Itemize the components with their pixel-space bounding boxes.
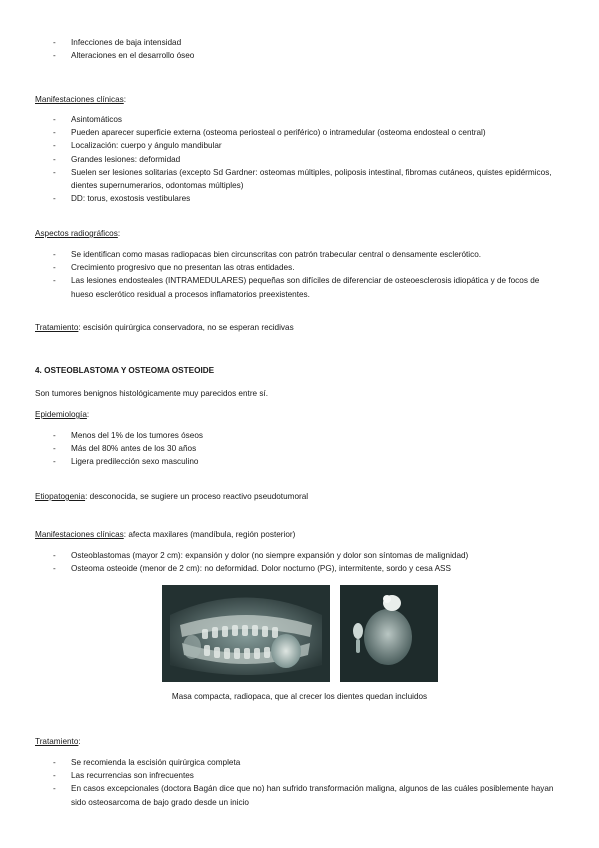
list-item: - Osteoblastomas (mayor 2 cm): expansión y dolor (no siempre expansión y dolor son síntomas de malignidad) (0, 549, 599, 562)
list-item: - Crecimiento progresivo que no presentan las otras entidades. (0, 261, 599, 274)
list-item: - Las recurrencias son infrecuentes (0, 769, 599, 782)
manif-block (0, 113, 599, 205)
top-list-block (0, 36, 599, 62)
manif-title: Manifestaciones clínicas (35, 95, 124, 104)
trat2-list (0, 756, 599, 809)
trat1-line: Tratamiento: escisión quirúrgica conservadora, no se esperan recidivas (35, 323, 294, 332)
section4-intro: Son tumores benignos histológicamente muy parecidos entre sí. (35, 389, 269, 398)
epi-heading: Epidemiología: (35, 410, 90, 419)
radio-block (0, 248, 599, 301)
manif2-title: Manifestaciones clínicas (35, 530, 124, 539)
section4-title: 4. OSTEOBLASTOMA Y OSTEOMA OSTEOIDE (35, 366, 215, 375)
manif-list (0, 113, 599, 205)
list-item: - Suelen ser lesiones solitarias (excepto Sd Gardner: osteomas múltiples, poliposis intestinal, fibromas cutáneos, quistes epidérmicos, dientes supernumerarios, odontomas múltiples) (0, 166, 599, 192)
lesion-xray-image (340, 585, 438, 682)
manif2-text: afecta maxilares (mandíbula, región posterior) (128, 530, 296, 539)
list-item: - Asintomáticos (0, 113, 599, 126)
trat1-title: Tratamiento (35, 323, 79, 332)
etio-line: Etiopatogenia: desconocida, se sugiere un proceso reactivo pseudotumoral (35, 492, 309, 501)
manif2-block (0, 549, 599, 575)
figure-caption: Masa compacta, radiopaca, que al crecer los dientes quedan incluidos (171, 692, 428, 701)
list-item: - Alteraciones en el desarrollo óseo (0, 49, 599, 62)
list-item: - DD: torus, exostosis vestibulares (0, 192, 599, 205)
list-item: - Se identifican como masas radiopacas bien circunscritas con patrón trabecular central o densamente esclerótico. (0, 248, 599, 261)
radio-list (0, 248, 599, 301)
list-item: - Pueden aparecer superficie externa (osteoma periosteal o periférico) o intramedular (osteoma endosteal o central) (0, 126, 599, 139)
list-item: - Más del 80% antes de los 30 años (0, 442, 599, 455)
epi-list (0, 429, 599, 469)
list-item: - Se recomienda la escisión quirúrgica completa (0, 756, 599, 769)
trat2-block (0, 756, 599, 809)
trat2-heading: Tratamiento: (35, 737, 81, 746)
trat2-title: Tratamiento (35, 737, 79, 746)
radio-title: Aspectos radiográficos (35, 229, 118, 238)
manif-heading: Manifestaciones clínicas: (35, 95, 127, 104)
list-item: - Localización: cuerpo y ángulo mandibular (0, 139, 599, 152)
panoramic-xray-image (162, 585, 330, 682)
epi-block (0, 429, 599, 469)
manif2-list (0, 549, 599, 575)
list-item: - Ligera predilección sexo masculino (0, 455, 599, 468)
list-item: - Las lesiones endosteales (INTRAMEDULARES) pequeñas son difíciles de diferenciar de osteoesclerosis idiopática y de focos de hueso esclerótico residual a procesos inflamatorios preexistentes. (0, 274, 599, 300)
list-item: - Infecciones de baja intensidad (0, 36, 599, 49)
list-item: - En casos excepcionales (doctora Bagán dice que no) han sufrido transformación maligna, algunos de las cuáles posiblemente hayan sido osteosarcoma de bajo grado desde un inicio (0, 782, 599, 808)
list-item: - Grandes lesiones: deformidad (0, 153, 599, 166)
list-item: - Osteoma osteoide (menor de 2 cm): no deformidad. Dolor nocturno (PG), intermitente, sordo y cesa ASS (0, 562, 599, 575)
etio-title: Etiopatogenia (35, 492, 86, 501)
manif2-line: Manifestaciones clínicas: afecta maxilares (mandíbula, región posterior) (35, 530, 296, 539)
top-list (0, 36, 599, 62)
trat1-text: escisión quirúrgica conservadora, no se esperan recidivas (82, 323, 294, 332)
epi-title: Epidemiología (35, 410, 87, 419)
list-item: - Menos del 1% de los tumores óseos (0, 429, 599, 442)
etio-text: desconocida, se sugiere un proceso reactivo pseudotumoral (89, 492, 309, 501)
radio-heading: Aspectos radiográficos: (35, 229, 121, 238)
